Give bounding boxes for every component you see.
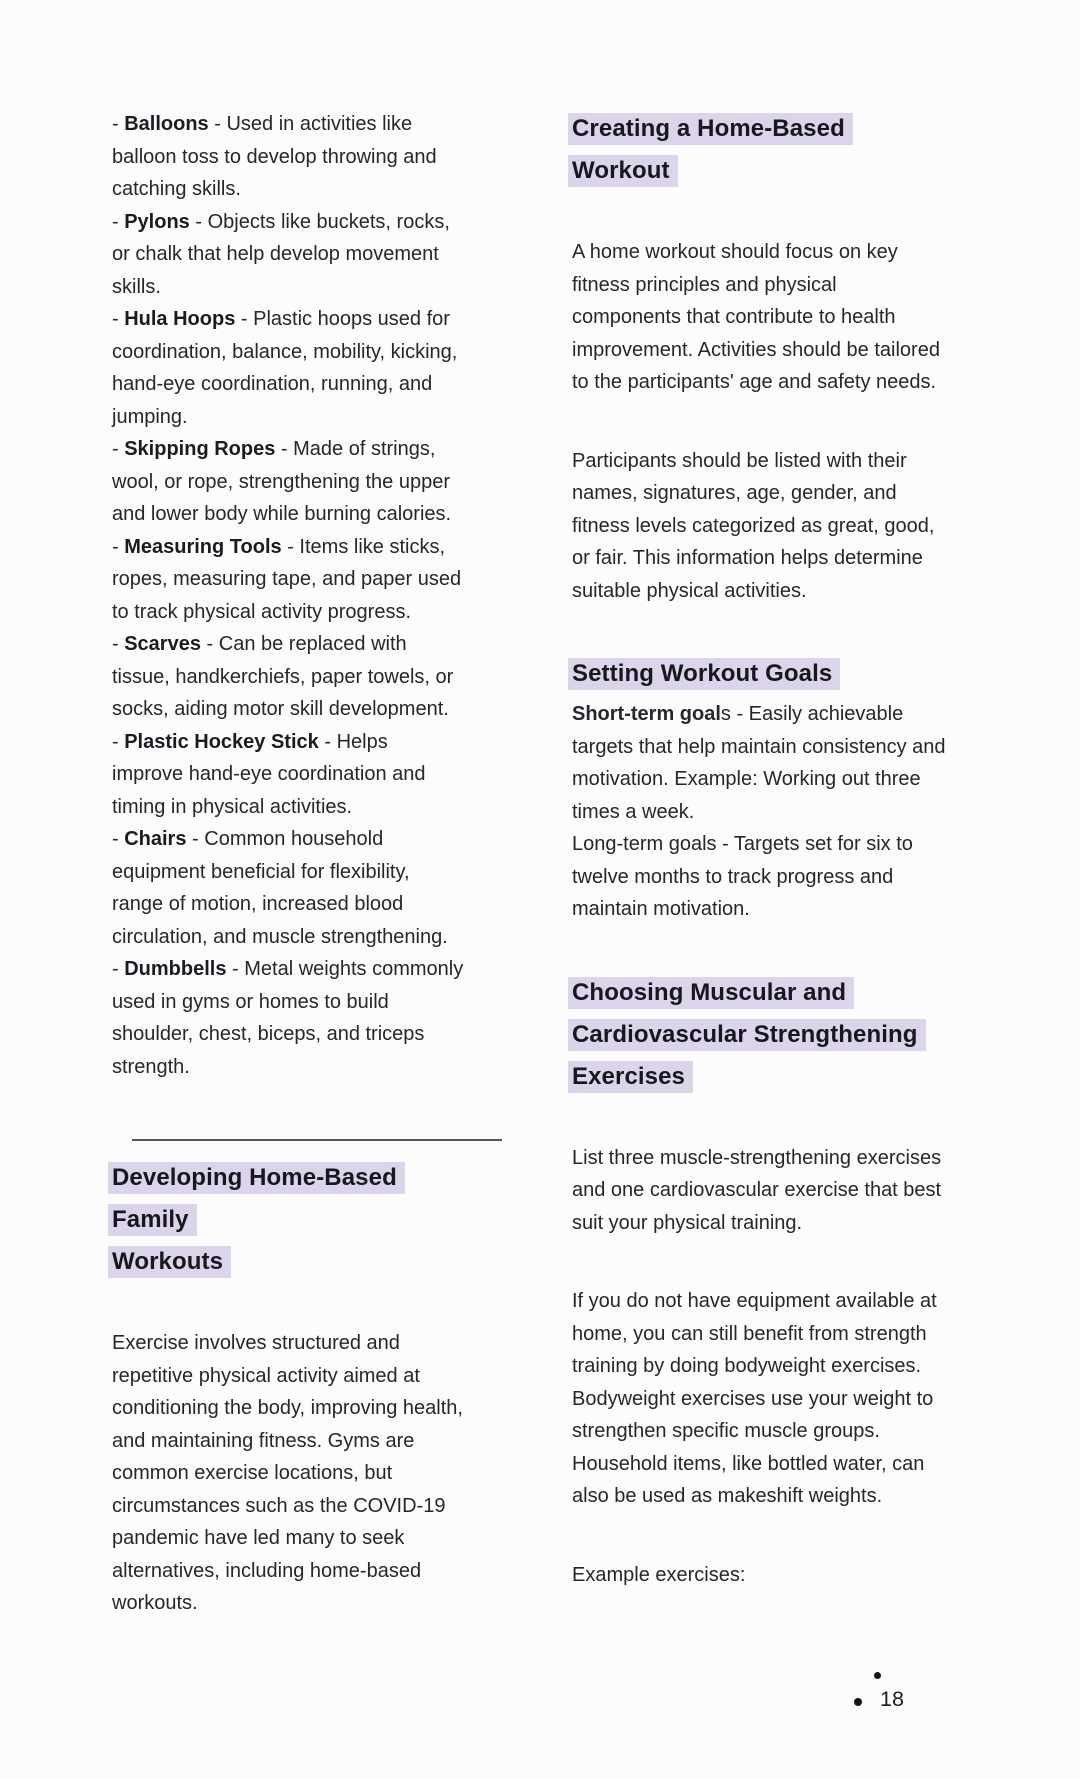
paragraph-list-three-exercises: List three muscle-strengthening exercises and one cardiovascular exercise that best suit your physical training. — [572, 1146, 942, 1234]
list-dash: - — [112, 438, 125, 460]
equipment-description: Plastic hoops used for coordination, balance, mobility, kicking, hand-eye coordination, running, and jumping. — [112, 308, 458, 428]
equipment-description: Helps improve hand-eye coordination and timing in physical activities. — [112, 730, 426, 818]
equipment-description: Common household equipment beneficial for flexibility, range of motion, increased blood circulation, and muscle strengthening. — [112, 828, 448, 948]
heading-highlight-line: Setting Workout Goals — [568, 658, 840, 690]
equipment-term: Dumbbells — [124, 958, 227, 980]
paragraph-example-exercises: Example exercises: — [572, 1563, 746, 1586]
left-column — [112, 108, 464, 1620]
equipment-term: Pylons — [124, 210, 190, 233]
paragraph-participants: Participants should be listed with their names, signatures, age, gender, and fitness levels categorized as great, good, or fair. This information helps determine suitable physical activities. — [572, 449, 935, 602]
short-term-goals-term: Short-term goal — [572, 703, 721, 725]
equipment-term: Scarves — [124, 633, 201, 655]
equipment-description: Used in activities like balloon toss to develop throwing and catching skills. — [112, 113, 437, 200]
list-dash: - — [112, 828, 125, 850]
list-item-hula-hoops — [112, 303, 464, 433]
heading-highlight-line: Workout — [568, 155, 678, 187]
equipment-description: Items like sticks, ropes, measuring tape, and paper used to track physical activity progress. — [112, 535, 462, 623]
list-separator: - — [281, 535, 300, 558]
footer-bullet-dot — [854, 1698, 862, 1706]
list-dash: - — [112, 730, 125, 753]
right-column — [572, 108, 950, 1591]
equipment-description: Metal weights commonly used in gyms or homes to build shoulder, chest, biceps, and triceps strength. — [112, 958, 464, 1078]
list-dash: - — [112, 113, 125, 135]
list-separator: - — [226, 958, 245, 980]
equipment-term: Skipping Ropes — [124, 438, 276, 460]
paragraph-home-workout-focus: A home workout should focus on key fitness principles and physical components that contribute to health improvement. Activities should be tailored to the participants' age and safety needs. — [572, 241, 940, 393]
list-separator: - — [200, 633, 219, 655]
equipment-list — [112, 108, 464, 1083]
heading-highlight-line: Creating a Home-Based — [568, 113, 853, 145]
equipment-term: Measuring Tools — [124, 535, 282, 558]
footer-bullet-dot — [874, 1672, 881, 1679]
list-dash: - — [112, 633, 125, 655]
equipment-description: Can be replaced with tissue, handkerchiefs, paper towels, or socks, aiding motor skill development. — [112, 633, 454, 720]
list-item-skipping-ropes — [112, 433, 464, 531]
section-divider — [132, 1139, 502, 1141]
heading-highlight-line: Developing Home-Based Family — [108, 1162, 405, 1236]
list-dash: - — [112, 958, 125, 980]
equipment-term: Chairs — [124, 828, 187, 850]
list-item-balloons — [112, 108, 464, 206]
heading-highlight-line: Exercises — [568, 1061, 693, 1093]
heading-highlight-line: Cardiovascular Strengthening — [568, 1019, 926, 1051]
long-term-goals-text: Long-term goals - Targets set for six to twelve months to track progress and maintain motivation. — [572, 833, 913, 920]
equipment-description: Objects like buckets, rocks, or chalk that help develop movement skills. — [112, 210, 450, 298]
list-dash: - — [112, 210, 125, 233]
paragraph-workout-goals — [572, 698, 950, 926]
paragraph-exercise-intro: Exercise involves structured and repetitive physical activity aimed at conditioning the body, improving health, and maintaining fitness. Gyms are common exercise locations, but circumstances such as the COVID-19 pandemic have led many to seek alternatives, including home-based workouts. — [112, 1332, 463, 1614]
list-separator: - — [318, 730, 337, 753]
list-separator: - — [186, 828, 205, 850]
heading-developing-home-based-family-workouts — [112, 1157, 464, 1283]
list-item-measuring-tools — [112, 531, 464, 629]
list-separator: - — [275, 438, 294, 460]
heading-highlight-line: Choosing Muscular and — [568, 977, 854, 1009]
list-item-plastic-hockey-stick — [112, 726, 464, 824]
heading-highlight-line: Workouts — [108, 1246, 231, 1278]
equipment-description: Made of strings, wool, or rope, strengthening the upper and lower body while burning calories. — [112, 438, 452, 525]
list-item-pylons — [112, 206, 464, 304]
heading-creating-a-home-based-workout — [572, 108, 950, 192]
heading-choosing-exercises — [572, 972, 950, 1098]
equipment-term: Hula Hoops — [124, 308, 236, 330]
equipment-term: Balloons — [124, 113, 209, 135]
paragraph-no-equipment: If you do not have equipment available at home, you can still benefit from strength training by doing bodyweight exercises. Bodyweight exercises use your weight to strengthen specific muscle groups. Household items, like bottled water, can also be used as makeshift weights. — [572, 1290, 937, 1507]
list-dash: - — [112, 308, 125, 330]
list-item-dumbbells — [112, 953, 464, 1083]
list-dash: - — [112, 535, 125, 558]
heading-setting-workout-goals — [572, 653, 950, 695]
list-item-scarves — [112, 628, 464, 726]
page-number: 18 — [880, 1687, 904, 1711]
equipment-term: Plastic Hockey Stick — [124, 730, 319, 753]
short-term-goals-text: s - Easily achievable targets that help maintain consistency and motivation. Example: Working out three times a week. — [572, 703, 946, 823]
list-separator: - — [235, 308, 254, 330]
list-item-chairs — [112, 823, 464, 953]
list-separator: - — [208, 113, 227, 135]
list-separator: - — [189, 210, 208, 233]
